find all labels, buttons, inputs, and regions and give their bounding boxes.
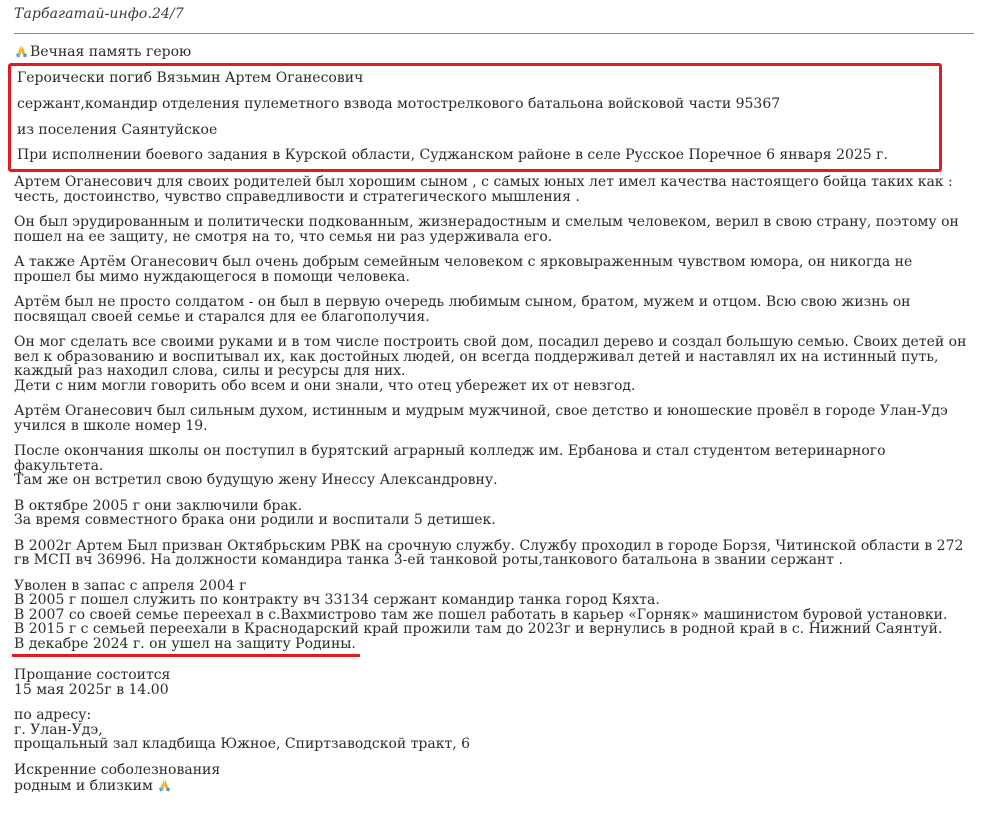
paragraph <box>14 215 974 244</box>
paragraph <box>14 404 974 433</box>
text-line: прощальный зал кладбища Южное, Спиртзаводской тракт, 6 <box>14 736 471 752</box>
intro-line <box>14 43 191 61</box>
text-line: Дети с ним могли говорить обо всем и они знали, что отец убережет их от невзгод. <box>14 377 636 394</box>
notice-line: При исполнении боевого задания в Курской области, Суджанском районе в селе Русское Поречное 6 января 2025 г. <box>17 147 888 163</box>
site-title[interactable]: Тарбагатай-инфо.24/7 <box>14 6 184 22</box>
text-line: Прощание состоится <box>14 667 171 683</box>
text-line: Артем Оганесович для своих родителей был хорошим сыном , с самых юных лет имел качества настоящего бойца таких как : <box>14 174 953 190</box>
paragraph <box>14 295 974 324</box>
text-line: прошел бы мимо нуждающегося в помощи человека. <box>14 268 410 285</box>
notice-line: из поселения Саянтуйское <box>17 122 218 138</box>
paragraph <box>14 444 974 488</box>
text-line: учился в школе номер 19. <box>14 417 208 434</box>
text-line: В 2007 со своей семье переехал в с.Вахмистрово там же пошел работать в карьер «Горняк» машинистом буровой установки. <box>14 606 948 623</box>
intro-text: Вечная память герою <box>30 44 192 60</box>
folded-hands-icon <box>14 43 29 58</box>
article-body <box>14 175 974 805</box>
text-line: В октябре 2005 г они заключили брак. <box>14 497 303 514</box>
folded-hands-icon <box>157 777 172 792</box>
address-info <box>14 708 974 752</box>
condolences <box>14 763 974 794</box>
text-line: Он мог сделать все своими руками и в том числе построить свой дом, посадил дерево и создал большую семью. Своих детей он <box>14 334 967 350</box>
text-line: Искренние соболезнования <box>14 761 221 778</box>
condolences-line <box>14 777 974 794</box>
text-line: Артём Оганесович был сильным духом, истинным и мудрым мужчиной, свое детство и юношеские провёл в городе Улан-Удэ <box>14 403 948 419</box>
paragraph <box>14 579 974 658</box>
text-line: Он был эрудированным и политически подкованным, жизнерадостным и смелым человеком, верил в свою страну, поэтому он <box>14 214 959 230</box>
text-line: Артём был не просто солдатом - он был в первую очередь любимым сыном, братом, мужем и отцом. Всю свою жизнь он <box>14 294 911 310</box>
header-divider <box>14 33 974 34</box>
text-line: В 2002г Артем Был призван Октябрьским РВК на срочную службу. Службу проходил в городе Борзя, Читинской области в 272 <box>14 537 964 554</box>
notice-line: Героически погиб Вязьмин Артем Оганесович <box>17 70 364 86</box>
text-line: факультета. <box>14 457 104 474</box>
notice-line: сержант,командир отделения пулеметного взвода мотострелкового батальона войсковой части 95367 <box>17 96 781 112</box>
text-line: пошел на ее защиту, не смотря на то, что семья ни раз удерживала его. <box>14 228 553 245</box>
underlined-line <box>14 637 974 658</box>
text-line: родным и близким <box>14 778 153 794</box>
text-line: каждый раз находил слова, силы и ресурсы для них. <box>14 363 406 379</box>
paragraph <box>14 255 974 284</box>
text-line: Уволен в запас с апреля 2004 г <box>14 577 247 594</box>
paragraph <box>14 499 974 528</box>
paragraph <box>14 539 974 568</box>
text-line: посвящал своей семье и старался для ее благополучия. <box>14 308 430 325</box>
text-line: Там же он встретил свою будущую жену Инессу Александровну. <box>14 472 498 488</box>
text-line: В 2005 г пошел служить по контракту вч 33134 сержант командир танка город Кяхта. <box>14 592 660 608</box>
text-line: После окончания школы он поступил в бурятский аграрный колледж им. Ербанова и стал студентом ветеринарного <box>14 443 886 459</box>
underlined-text: В декабре 2024 г. он ушел на защиту Родины. <box>12 637 360 658</box>
paragraph <box>14 175 974 204</box>
paragraph <box>14 335 974 393</box>
text-line: 15 мая 2025г в 14.00 <box>14 681 169 698</box>
text-line: гв МСП вч 36996. На должности командира танка 3-ей танковой роты,танкового батальона в звании сержант . <box>14 552 843 568</box>
text-line: За время совместного брака они родили и воспитали 5 детишек. <box>14 512 496 528</box>
text-line: по адресу: <box>14 707 92 723</box>
text-line: В 2015 г с семьей переехали в Краснодарский край прожили там до 2023г и вернулись в родной край в с. Нижний Саянтуй. <box>14 621 943 637</box>
text-line: г. Улан-Удэ, <box>14 721 103 738</box>
text-line: вел к образованию и воспитывал их, как достойных людей, он всегда поддерживал детей и наставлял их на истинный путь, <box>14 348 939 365</box>
farewell-info <box>14 668 974 697</box>
text-line: честь, достоинство, чувство справедливости и стратегического мышления . <box>14 188 580 205</box>
text-line: А также Артём Оганесович был очень добрым семейным человеком с ярковыраженным чувством юмора, он никогда не <box>14 254 913 270</box>
highlighted-notice-box <box>8 63 942 172</box>
